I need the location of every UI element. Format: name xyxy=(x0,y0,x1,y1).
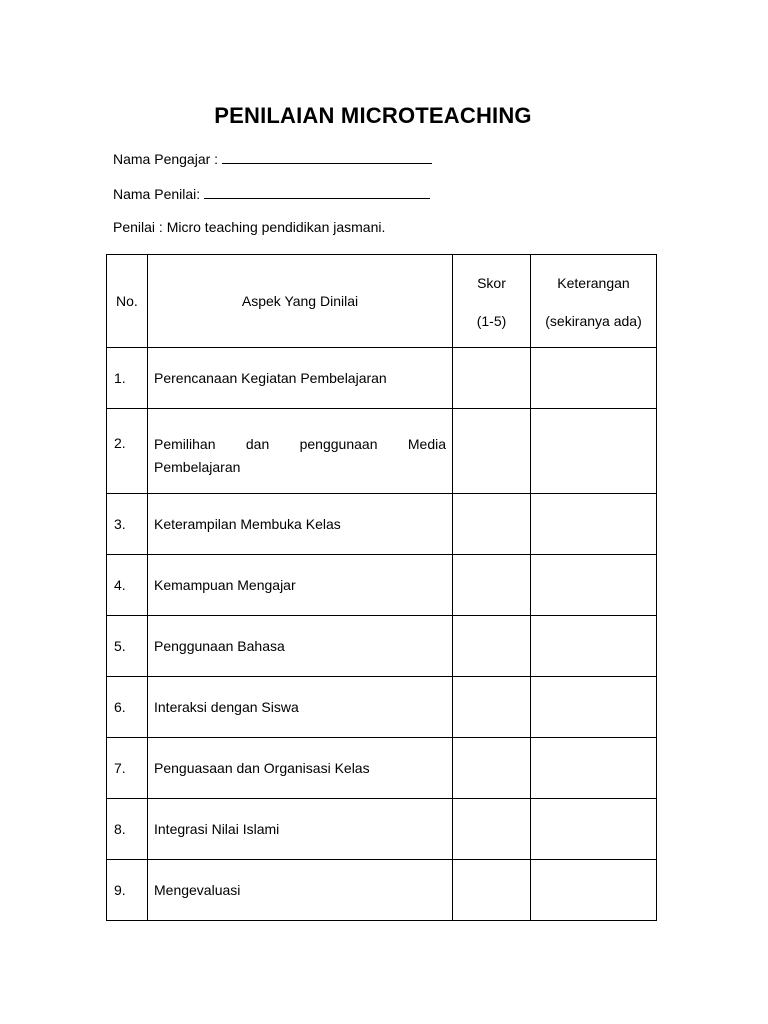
row-skor-cell[interactable] xyxy=(453,677,531,738)
nama-pengajar-blank[interactable] xyxy=(222,149,432,164)
row-skor-cell[interactable] xyxy=(453,555,531,616)
row-aspek xyxy=(148,409,453,494)
row-skor-cell[interactable] xyxy=(453,348,531,409)
row-keterangan-cell[interactable] xyxy=(531,860,657,921)
table-row xyxy=(107,616,657,677)
row-aspek: Mengevaluasi xyxy=(148,860,453,921)
row-aspek: Kemampuan Mengajar xyxy=(148,555,453,616)
row-number: 4. xyxy=(107,555,148,616)
row-aspek: Interaksi dengan Siswa xyxy=(148,677,453,738)
row-skor-cell[interactable] xyxy=(453,860,531,921)
page-title: PENILAIAN MICROTEACHING xyxy=(214,103,532,128)
header-no: No. xyxy=(107,255,148,348)
row-skor-cell[interactable] xyxy=(453,738,531,799)
row-skor-cell[interactable] xyxy=(453,799,531,860)
row-keterangan-cell[interactable] xyxy=(531,494,657,555)
row-number: 3. xyxy=(107,494,148,555)
row-aspek: Keterampilan Membuka Kelas xyxy=(148,494,453,555)
header-skor-label: Skor xyxy=(477,274,506,291)
table-header-row xyxy=(107,255,657,348)
header-skor-range: (1-5) xyxy=(476,312,507,329)
nama-penilai-label: Nama Penilai: xyxy=(113,186,201,202)
table-row xyxy=(107,409,657,494)
table-row xyxy=(107,860,657,921)
row-keterangan-cell[interactable] xyxy=(531,738,657,799)
table-row xyxy=(107,799,657,860)
table-row xyxy=(107,494,657,555)
row-skor-cell[interactable] xyxy=(453,494,531,555)
row-aspek-line2: Pembelajaran xyxy=(154,459,241,475)
row-number: 2. xyxy=(107,409,148,494)
row-number: 1. xyxy=(107,348,148,409)
row-aspek-line1: Pemilihan dan penggunaan Media xyxy=(154,436,446,452)
row-number: 7. xyxy=(107,738,148,799)
row-number: 9. xyxy=(107,860,148,921)
row-keterangan-cell[interactable] xyxy=(531,677,657,738)
table-row xyxy=(107,738,657,799)
row-aspek: Penguasaan dan Organisasi Kelas xyxy=(148,738,453,799)
header-skor xyxy=(453,255,531,348)
header-keterangan-label: Keterangan xyxy=(557,274,630,291)
table-row xyxy=(107,348,657,409)
row-skor-cell[interactable] xyxy=(453,409,531,494)
row-number: 5. xyxy=(107,616,148,677)
nama-penilai-field xyxy=(113,184,430,202)
table-row xyxy=(107,555,657,616)
row-aspek: Penggunaan Bahasa xyxy=(148,616,453,677)
header-aspek: Aspek Yang Dinilai xyxy=(148,255,453,348)
row-keterangan-cell[interactable] xyxy=(531,555,657,616)
row-number: 8. xyxy=(107,799,148,860)
header-keterangan xyxy=(531,255,657,348)
row-keterangan-cell[interactable] xyxy=(531,348,657,409)
nama-penilai-blank[interactable] xyxy=(204,184,430,199)
row-aspek: Perencanaan Kegiatan Pembelajaran xyxy=(148,348,453,409)
header-keterangan-note: (sekiranya ada) xyxy=(545,312,642,329)
nama-pengajar-field xyxy=(113,149,432,167)
row-number: 6. xyxy=(107,677,148,738)
row-keterangan-cell[interactable] xyxy=(531,616,657,677)
row-aspek: Integrasi Nilai Islami xyxy=(148,799,453,860)
row-keterangan-cell[interactable] xyxy=(531,409,657,494)
row-skor-cell[interactable] xyxy=(453,616,531,677)
penilai-description: Penilai : Micro teaching pendidikan jasmani. xyxy=(113,219,386,235)
table-row xyxy=(107,677,657,738)
assessment-table xyxy=(106,254,657,921)
row-keterangan-cell[interactable] xyxy=(531,799,657,860)
nama-pengajar-label: Nama Pengajar : xyxy=(113,151,219,167)
